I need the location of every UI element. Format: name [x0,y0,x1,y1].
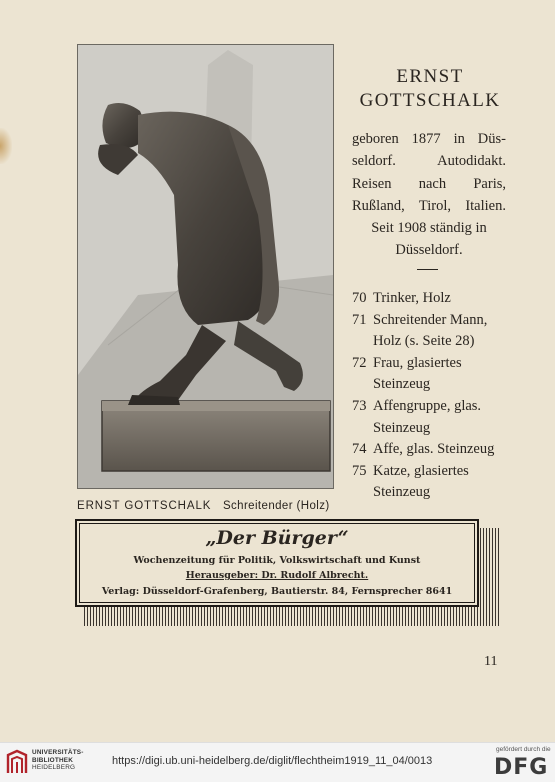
library-name[interactable] [32,749,84,772]
caption-artist-name: ERNST GOTTSCHALK [77,500,212,512]
photo-caption [77,500,357,512]
work-title: Affe, glas. Steinzeug [373,441,495,458]
bio-line: geboren 1877 in Düs- [352,131,506,147]
funded-by-label: gefördert durch die [496,746,551,753]
library-name-line: UNIVERSITÄTS- [32,749,84,756]
sculpture-photo [77,44,334,489]
work-number: 71 [352,311,367,328]
work-number: 72 [352,354,367,371]
work-number: 74 [352,441,367,458]
list-item-continuation [352,374,512,396]
dfg-logo-link[interactable]: DFG [494,755,549,780]
list-item [352,288,512,310]
ad-title: „Der Bürger“ [205,527,349,549]
document-url-link[interactable]: https://digi.ub.uni-heidelberg.de/diglit/flechtheim1919_11_04/0013 [112,755,433,767]
advertisement-box [75,519,479,607]
work-title-continued: Steinzeug [373,376,431,393]
bio-line: seldorf. Autodidakt. [352,153,506,170]
artist-biography [352,128,506,262]
bio-line: Düsseldorf. [395,242,463,259]
work-title: Affengruppe, glas. [373,397,482,414]
list-item [352,310,512,332]
bio-line: Seit 1908 ständig in [371,220,487,237]
ad-publisher: Herausgeber: Dr. Rudolf Albrecht. [185,570,369,581]
artist-last-name: GOTTSCHALK [359,90,501,111]
caption-artwork-title: Schreitender (Holz) [222,500,330,512]
library-name-line: BIBLIOTHEK [32,756,74,764]
work-title: Trinker, Holz [373,290,451,306]
work-title-continued: Holz (s. Seite 28) [373,333,475,350]
work-number: 70 [352,290,367,306]
bio-line: Reisen nach Paris, [352,175,506,192]
bio-line: Rußland, Tirol, Italien. [352,197,506,214]
works-list [352,288,512,504]
list-item-continuation [352,418,512,440]
work-title: Katze, glasiertes [373,462,469,479]
viewer-footer [0,742,555,782]
paper-stain [0,128,12,164]
list-item [352,461,512,483]
page-number: 11 [484,654,498,669]
work-number: 73 [352,397,367,414]
list-item [352,439,512,461]
university-library-logo-icon[interactable] [6,749,28,775]
list-item [352,396,512,418]
work-title-continued: Steinzeug [373,484,431,501]
ad-address: Verlag: Düsseldorf-Grafenberg, Bautierstr. 84, Fernsprecher 8641 [101,586,453,597]
work-number: 75 [352,462,367,479]
list-item [352,353,512,375]
library-name-line: HEIDELBERG [32,764,76,772]
list-item-continuation [352,482,512,504]
work-title: Frau, glasiertes [373,354,462,371]
work-title: Schreitender Mann, [373,311,488,328]
artist-first-name: ERNST [396,66,464,87]
section-divider [417,269,438,270]
ad-subtitle: Wochenzeitung für Politik, Volkswirtschaft und Kunst [133,555,421,566]
walking-man-sculpture-icon [78,45,333,488]
work-title-continued: Steinzeug [373,419,431,436]
list-item-continuation [352,331,512,353]
